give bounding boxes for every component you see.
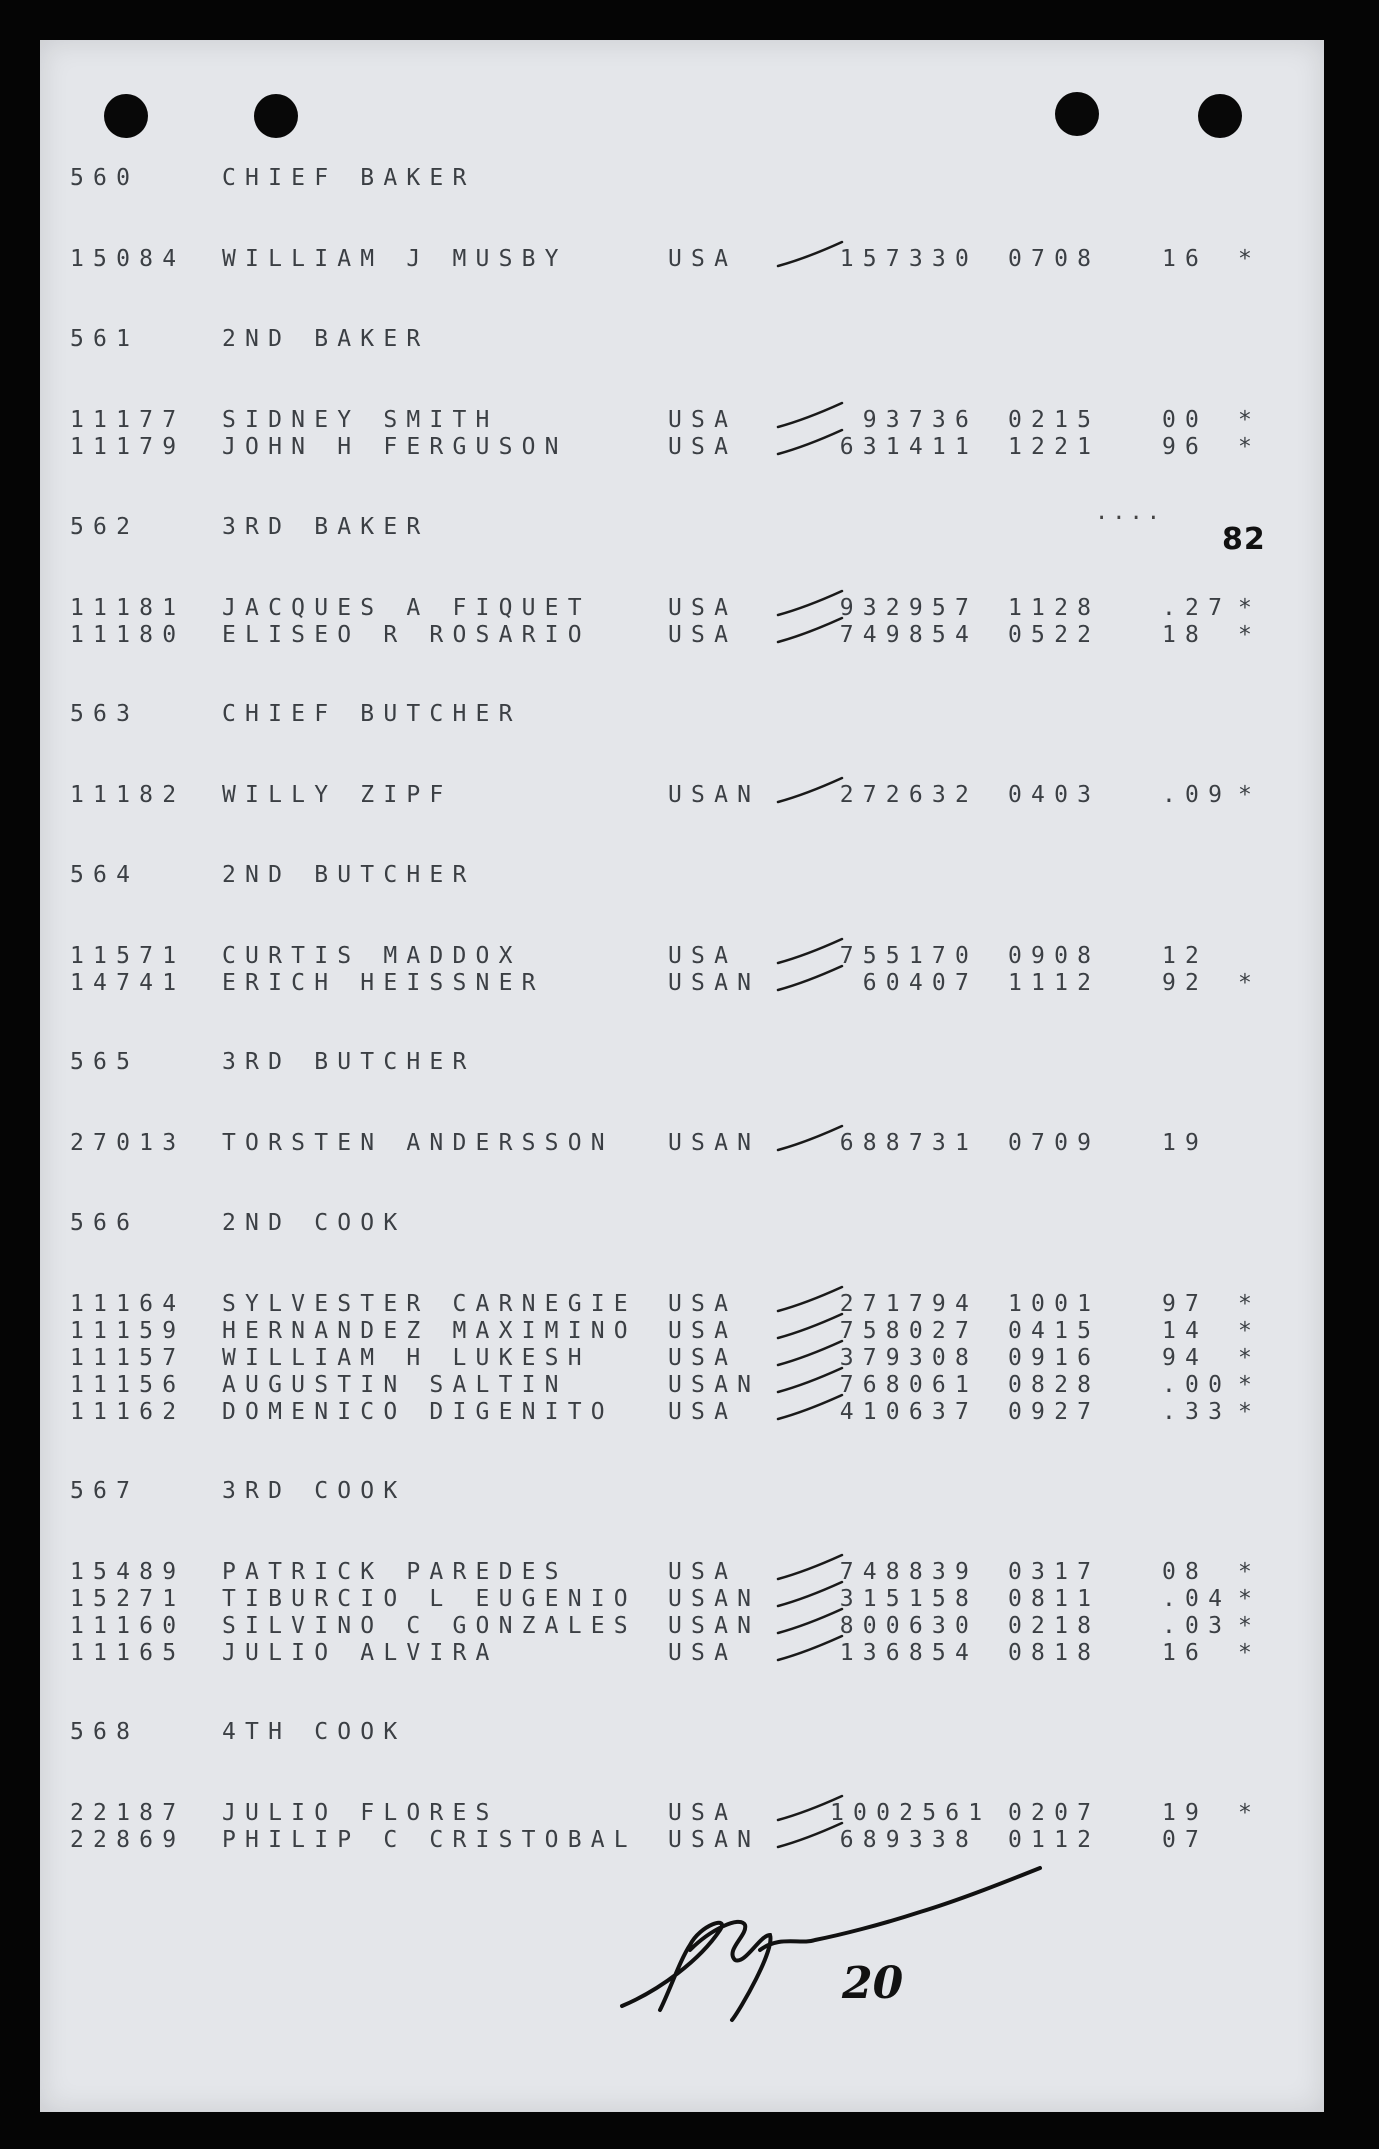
value-code: .27 xyxy=(1162,595,1232,621)
document-number: 410637 xyxy=(839,1399,978,1425)
document-number: 749854 xyxy=(839,622,978,648)
citizenship: USA xyxy=(668,622,738,648)
crew-id: 11157 xyxy=(70,1345,186,1371)
date-code: 0927 xyxy=(1008,1399,1101,1425)
check-mark xyxy=(778,1823,842,1847)
crew-name: JULIO ALVIRA xyxy=(222,1640,499,1666)
check-mark xyxy=(778,1582,842,1606)
value-code: 16 xyxy=(1162,246,1209,272)
section-code: 566 xyxy=(70,1210,140,1236)
document-number: 631411 xyxy=(839,434,978,460)
crew-name: HERNANDEZ MAXIMINO xyxy=(222,1318,637,1344)
date-code: 0828 xyxy=(1008,1372,1101,1398)
value-code: 14 xyxy=(1162,1318,1209,1344)
asterisk-mark: * xyxy=(1238,1559,1262,1585)
check-mark xyxy=(778,1287,842,1311)
section-code: 567 xyxy=(70,1478,140,1504)
date-code: 0415 xyxy=(1008,1318,1101,1344)
asterisk-mark: * xyxy=(1238,1345,1262,1371)
page-number: 82 xyxy=(1222,522,1266,557)
crew-id: 11160 xyxy=(70,1613,186,1639)
date-code: 0218 xyxy=(1008,1613,1101,1639)
asterisk-mark: * xyxy=(1238,1399,1262,1425)
value-code: 19 xyxy=(1162,1800,1209,1826)
check-mark xyxy=(778,1555,842,1579)
check-mark xyxy=(778,1314,842,1338)
value-code: 96 xyxy=(1162,434,1209,460)
check-mark xyxy=(778,591,842,615)
citizenship: USAN xyxy=(668,1613,761,1639)
date-code: 0916 xyxy=(1008,1345,1101,1371)
section-code: 562 xyxy=(70,514,140,540)
date-code: 0403 xyxy=(1008,782,1101,808)
citizenship: USAN xyxy=(668,782,761,808)
value-code: .04 xyxy=(1162,1586,1232,1612)
check-mark xyxy=(778,1796,842,1820)
crew-name: SIDNEY SMITH xyxy=(222,407,499,433)
asterisk-mark: * xyxy=(1238,1586,1262,1612)
date-code: 1128 xyxy=(1008,595,1101,621)
check-mark xyxy=(778,430,842,454)
check-mark xyxy=(778,939,842,963)
asterisk-mark: * xyxy=(1238,434,1262,460)
date-code: 0818 xyxy=(1008,1640,1101,1666)
document-number: 93736 xyxy=(862,407,978,433)
citizenship: USA xyxy=(668,246,738,272)
crew-name: PHILIP C CRISTOBAL xyxy=(222,1827,637,1853)
value-code: 08 xyxy=(1162,1559,1209,1585)
citizenship: USA xyxy=(668,1640,738,1666)
crew-name: SILVINO C GONZALES xyxy=(222,1613,637,1639)
asterisk-mark: * xyxy=(1238,622,1262,648)
check-mark xyxy=(778,1609,842,1633)
citizenship: USA xyxy=(668,1800,738,1826)
crew-name: PATRICK PAREDES xyxy=(222,1559,568,1585)
check-mark xyxy=(778,618,842,642)
crew-name: SYLVESTER CARNEGIE xyxy=(222,1291,637,1317)
document-number: 315158 xyxy=(839,1586,978,1612)
value-code: 16 xyxy=(1162,1640,1209,1666)
citizenship: USAN xyxy=(668,1130,761,1156)
asterisk-mark: * xyxy=(1238,1291,1262,1317)
section-code: 564 xyxy=(70,862,140,888)
asterisk-mark: * xyxy=(1238,246,1262,272)
value-code: .03 xyxy=(1162,1613,1232,1639)
crew-id: 27013 xyxy=(70,1130,186,1156)
citizenship: USA xyxy=(668,1318,738,1344)
document-number: 748839 xyxy=(839,1559,978,1585)
citizenship: USAN xyxy=(668,970,761,996)
document-number: 272632 xyxy=(839,782,978,808)
check-mark xyxy=(778,242,842,266)
check-mark xyxy=(778,403,842,427)
asterisk-mark: * xyxy=(1238,1800,1262,1826)
check-mark xyxy=(778,1395,842,1419)
check-mark xyxy=(778,1368,842,1392)
crew-id: 15489 xyxy=(70,1559,186,1585)
citizenship: USA xyxy=(668,1399,738,1425)
crew-id: 11159 xyxy=(70,1318,186,1344)
crew-id: 11156 xyxy=(70,1372,186,1398)
document-number: 136854 xyxy=(839,1640,978,1666)
crew-name: WILLIAM H LUKESH xyxy=(222,1345,591,1371)
crew-id: 11165 xyxy=(70,1640,186,1666)
crew-name: JACQUES A FIQUET xyxy=(222,595,591,621)
section-title: 2ND COOK xyxy=(222,1210,407,1236)
check-mark xyxy=(778,1341,842,1365)
crew-name: WILLY ZIPF xyxy=(222,782,453,808)
citizenship: USAN xyxy=(668,1586,761,1612)
crew-id: 11177 xyxy=(70,407,186,433)
value-code: .33 xyxy=(1162,1399,1232,1425)
document-number: 60407 xyxy=(862,970,978,996)
section-title: CHIEF BUTCHER xyxy=(222,701,522,727)
date-code: 0112 xyxy=(1008,1827,1101,1853)
asterisk-mark: * xyxy=(1238,595,1262,621)
asterisk-mark: * xyxy=(1238,1318,1262,1344)
date-code: 0522 xyxy=(1008,622,1101,648)
citizenship: USA xyxy=(668,595,738,621)
citizenship: USA xyxy=(668,434,738,460)
document-number: 800630 xyxy=(839,1613,978,1639)
document-number: 688731 xyxy=(839,1130,978,1156)
value-code: 97 xyxy=(1162,1291,1209,1317)
crew-id: 15271 xyxy=(70,1586,186,1612)
crew-id: 15084 xyxy=(70,246,186,272)
citizenship: USA xyxy=(668,1345,738,1371)
asterisk-mark: * xyxy=(1238,782,1262,808)
document-number: 689338 xyxy=(839,1827,978,1853)
check-mark xyxy=(778,1126,842,1150)
handwritten-number: 20 xyxy=(842,1958,904,2009)
crew-name: CURTIS MADDOX xyxy=(222,943,522,969)
date-code: 0908 xyxy=(1008,943,1101,969)
citizenship: USA xyxy=(668,407,738,433)
citizenship: USA xyxy=(668,1291,738,1317)
section-title: 3RD COOK xyxy=(222,1478,407,1504)
crew-id: 11164 xyxy=(70,1291,186,1317)
value-code: 92 xyxy=(1162,970,1209,996)
section-title: 2ND BAKER xyxy=(222,326,430,352)
date-code: 0811 xyxy=(1008,1586,1101,1612)
crew-name: WILLIAM J MUSBY xyxy=(222,246,568,272)
crew-name: TORSTEN ANDERSSON xyxy=(222,1130,614,1156)
section-title: CHIEF BAKER xyxy=(222,165,476,191)
stray-marks: .... xyxy=(1095,500,1164,525)
value-code: .00 xyxy=(1162,1372,1232,1398)
crew-id: 11571 xyxy=(70,943,186,969)
value-code: 19 xyxy=(1162,1130,1209,1156)
crew-name: DOMENICO DIGENITO xyxy=(222,1399,614,1425)
document-number: 755170 xyxy=(839,943,978,969)
document-number: 1002561 xyxy=(830,1800,992,1826)
section-code: 560 xyxy=(70,165,140,191)
section-code: 565 xyxy=(70,1049,140,1075)
value-code: 18 xyxy=(1162,622,1209,648)
signature xyxy=(622,1868,1040,2020)
crew-name: JULIO FLORES xyxy=(222,1800,499,1826)
document-number: 271794 xyxy=(839,1291,978,1317)
crew-id: 11182 xyxy=(70,782,186,808)
document-number: 932957 xyxy=(839,595,978,621)
date-code: 0317 xyxy=(1008,1559,1101,1585)
document-number: 379308 xyxy=(839,1345,978,1371)
check-mark xyxy=(778,1636,842,1660)
document-number: 758027 xyxy=(839,1318,978,1344)
document-number: 768061 xyxy=(839,1372,978,1398)
value-code: 00 xyxy=(1162,407,1209,433)
value-code: 12 xyxy=(1162,943,1209,969)
section-title: 2ND BUTCHER xyxy=(222,862,476,888)
check-mark xyxy=(778,966,842,990)
date-code: 0207 xyxy=(1008,1800,1101,1826)
asterisk-mark: * xyxy=(1238,1372,1262,1398)
section-code: 568 xyxy=(70,1719,140,1745)
value-code: 07 xyxy=(1162,1827,1209,1853)
asterisk-mark: * xyxy=(1238,1613,1262,1639)
section-title: 3RD BAKER xyxy=(222,514,430,540)
document-number: 157330 xyxy=(839,246,978,272)
asterisk-mark: * xyxy=(1238,1640,1262,1666)
section-title: 4TH COOK xyxy=(222,1719,407,1745)
crew-name: ELISEO R ROSARIO xyxy=(222,622,591,648)
citizenship: USA xyxy=(668,1559,738,1585)
crew-id: 14741 xyxy=(70,970,186,996)
check-mark xyxy=(778,778,842,802)
crew-id: 22869 xyxy=(70,1827,186,1853)
crew-id: 11179 xyxy=(70,434,186,460)
date-code: 1001 xyxy=(1008,1291,1101,1317)
date-code: 1112 xyxy=(1008,970,1101,996)
crew-id: 11180 xyxy=(70,622,186,648)
crew-name: JOHN H FERGUSON xyxy=(222,434,568,460)
asterisk-mark: * xyxy=(1238,407,1262,433)
section-code: 563 xyxy=(70,701,140,727)
crew-id: 11162 xyxy=(70,1399,186,1425)
section-title: 3RD BUTCHER xyxy=(222,1049,476,1075)
citizenship: USAN xyxy=(668,1827,761,1853)
asterisk-mark: * xyxy=(1238,970,1262,996)
citizenship: USAN xyxy=(668,1372,761,1398)
crew-name: ERICH HEISSNER xyxy=(222,970,545,996)
value-code: .09 xyxy=(1162,782,1232,808)
section-code: 561 xyxy=(70,326,140,352)
crew-id: 22187 xyxy=(70,1800,186,1826)
citizenship: USA xyxy=(668,943,738,969)
date-code: 0709 xyxy=(1008,1130,1101,1156)
date-code: 1221 xyxy=(1008,434,1101,460)
date-code: 0215 xyxy=(1008,407,1101,433)
crew-name: AUGUSTIN SALTIN xyxy=(222,1372,568,1398)
value-code: 94 xyxy=(1162,1345,1209,1371)
date-code: 0708 xyxy=(1008,246,1101,272)
crew-id: 11181 xyxy=(70,595,186,621)
crew-name: TIBURCIO L EUGENIO xyxy=(222,1586,637,1612)
